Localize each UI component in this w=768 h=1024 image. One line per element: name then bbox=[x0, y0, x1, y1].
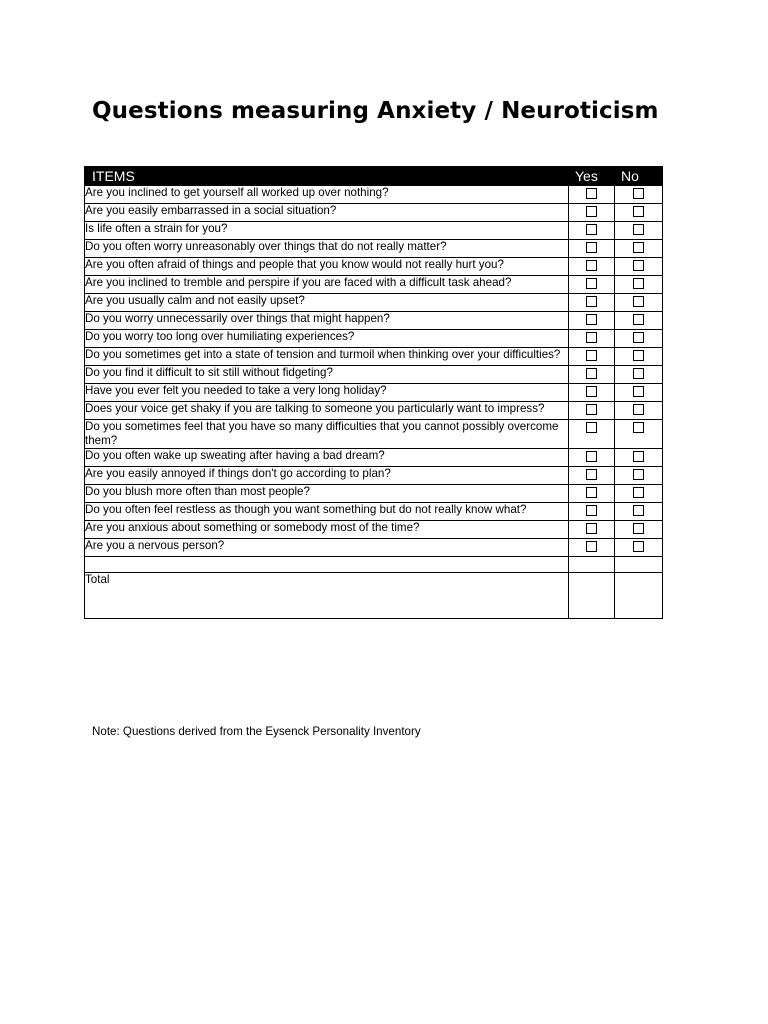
question-text: Have you ever felt you needed to take a very long holiday? bbox=[85, 384, 569, 402]
no-answer-cell bbox=[615, 539, 663, 557]
question-text: Are you easily embarrassed in a social situation? bbox=[85, 204, 569, 222]
question-row bbox=[85, 402, 663, 420]
yes-answer-cell bbox=[569, 276, 615, 294]
yes-checkbox[interactable] bbox=[586, 541, 597, 552]
question-text: Do you worry unnecessarily over things that might happen? bbox=[85, 312, 569, 330]
question-text: Do you blush more often than most people? bbox=[85, 485, 569, 503]
yes-checkbox[interactable] bbox=[586, 451, 597, 462]
no-checkbox[interactable] bbox=[633, 523, 644, 534]
no-answer-cell bbox=[615, 521, 663, 539]
question-text: Do you often wake up sweating after having a bad dream? bbox=[85, 449, 569, 467]
yes-answer-cell bbox=[569, 366, 615, 384]
yes-answer-cell bbox=[569, 330, 615, 348]
question-text: Are you anxious about something or somebody most of the time? bbox=[85, 521, 569, 539]
question-text: Are you inclined to tremble and perspire if you are faced with a difficult task ahead? bbox=[85, 276, 569, 294]
no-answer-cell bbox=[615, 485, 663, 503]
no-checkbox[interactable] bbox=[633, 296, 644, 307]
question-row bbox=[85, 449, 663, 467]
yes-answer-cell bbox=[569, 467, 615, 485]
yes-answer-cell bbox=[569, 294, 615, 312]
yes-checkbox[interactable] bbox=[586, 350, 597, 361]
yes-answer-cell bbox=[569, 312, 615, 330]
question-text: Do you often feel restless as though you want something but do not really know what? bbox=[85, 503, 569, 521]
no-answer-cell bbox=[615, 312, 663, 330]
yes-checkbox[interactable] bbox=[586, 260, 597, 271]
no-answer-cell bbox=[615, 467, 663, 485]
yes-column-header: Yes bbox=[569, 167, 615, 186]
no-checkbox[interactable] bbox=[633, 469, 644, 480]
question-row bbox=[85, 503, 663, 521]
no-checkbox[interactable] bbox=[633, 260, 644, 271]
total-no-cell[interactable] bbox=[615, 573, 663, 619]
yes-checkbox[interactable] bbox=[586, 386, 597, 397]
no-checkbox[interactable] bbox=[633, 451, 644, 462]
no-checkbox[interactable] bbox=[633, 350, 644, 361]
question-text: Do you often worry unreasonably over things that do not really matter? bbox=[85, 240, 569, 258]
yes-checkbox[interactable] bbox=[586, 206, 597, 217]
no-checkbox[interactable] bbox=[633, 386, 644, 397]
question-text: Are you usually calm and not easily upset? bbox=[85, 294, 569, 312]
yes-answer-cell bbox=[569, 186, 615, 204]
no-answer-cell bbox=[615, 222, 663, 240]
no-checkbox[interactable] bbox=[633, 314, 644, 325]
yes-answer-cell bbox=[569, 521, 615, 539]
no-answer-cell bbox=[615, 276, 663, 294]
question-row bbox=[85, 521, 663, 539]
no-answer-cell bbox=[615, 186, 663, 204]
yes-checkbox[interactable] bbox=[586, 188, 597, 199]
yes-answer-cell bbox=[569, 503, 615, 521]
no-checkbox[interactable] bbox=[633, 206, 644, 217]
total-yes-cell[interactable] bbox=[569, 573, 615, 619]
yes-checkbox[interactable] bbox=[586, 314, 597, 325]
question-row bbox=[85, 276, 663, 294]
question-text: Do you worry too long over humiliating experiences? bbox=[85, 330, 569, 348]
yes-checkbox[interactable] bbox=[586, 505, 597, 516]
no-answer-cell bbox=[615, 240, 663, 258]
total-row bbox=[85, 573, 663, 619]
question-row bbox=[85, 420, 663, 449]
source-note: Note: Questions derived from the Eysenck Personality Inventory bbox=[92, 725, 421, 738]
no-answer-cell bbox=[615, 204, 663, 222]
no-answer-cell bbox=[615, 294, 663, 312]
question-text: Are you easily annoyed if things don't go according to plan? bbox=[85, 467, 569, 485]
table-header-row bbox=[85, 167, 663, 186]
question-text: Are you inclined to get yourself all worked up over nothing? bbox=[85, 186, 569, 204]
no-answer-cell bbox=[615, 449, 663, 467]
no-checkbox[interactable] bbox=[633, 505, 644, 516]
no-answer-cell bbox=[615, 384, 663, 402]
question-row bbox=[85, 348, 663, 366]
no-column-header: No bbox=[615, 167, 663, 186]
question-row bbox=[85, 222, 663, 240]
yes-answer-cell bbox=[569, 204, 615, 222]
no-checkbox[interactable] bbox=[633, 242, 644, 253]
no-checkbox[interactable] bbox=[633, 332, 644, 343]
yes-answer-cell bbox=[569, 384, 615, 402]
question-row bbox=[85, 294, 663, 312]
question-row bbox=[85, 204, 663, 222]
yes-answer-cell bbox=[569, 348, 615, 366]
no-checkbox[interactable] bbox=[633, 278, 644, 289]
yes-checkbox[interactable] bbox=[586, 224, 597, 235]
question-text: Do you find it difficult to sit still without fidgeting? bbox=[85, 366, 569, 384]
question-text: Do you sometimes feel that you have so many difficulties that you cannot possibly overcome them? bbox=[85, 420, 569, 449]
question-row bbox=[85, 240, 663, 258]
question-text: Is life often a strain for you? bbox=[85, 222, 569, 240]
question-row bbox=[85, 485, 663, 503]
yes-answer-cell bbox=[569, 449, 615, 467]
blank-row bbox=[85, 557, 663, 573]
yes-answer-cell bbox=[569, 258, 615, 276]
no-checkbox[interactable] bbox=[633, 404, 644, 415]
question-row bbox=[85, 186, 663, 204]
total-label: Total bbox=[85, 573, 569, 619]
no-checkbox[interactable] bbox=[633, 541, 644, 552]
yes-answer-cell bbox=[569, 420, 615, 449]
yes-checkbox[interactable] bbox=[586, 368, 597, 379]
question-row bbox=[85, 312, 663, 330]
yes-checkbox[interactable] bbox=[586, 404, 597, 415]
yes-checkbox[interactable] bbox=[586, 523, 597, 534]
no-answer-cell bbox=[615, 420, 663, 449]
no-answer-cell bbox=[615, 348, 663, 366]
yes-checkbox[interactable] bbox=[586, 242, 597, 253]
question-row bbox=[85, 330, 663, 348]
no-answer-cell bbox=[615, 330, 663, 348]
yes-answer-cell bbox=[569, 222, 615, 240]
question-row bbox=[85, 258, 663, 276]
no-answer-cell bbox=[615, 366, 663, 384]
question-row bbox=[85, 539, 663, 557]
yes-checkbox[interactable] bbox=[586, 332, 597, 343]
yes-checkbox[interactable] bbox=[586, 296, 597, 307]
no-checkbox[interactable] bbox=[633, 188, 644, 199]
questionnaire-table bbox=[84, 166, 663, 619]
yes-checkbox[interactable] bbox=[586, 278, 597, 289]
yes-checkbox[interactable] bbox=[586, 422, 597, 433]
no-answer-cell bbox=[615, 402, 663, 420]
yes-checkbox[interactable] bbox=[586, 487, 597, 498]
yes-checkbox[interactable] bbox=[586, 469, 597, 480]
no-answer-cell bbox=[615, 258, 663, 276]
no-checkbox[interactable] bbox=[633, 487, 644, 498]
question-row bbox=[85, 366, 663, 384]
items-column-header: ITEMS bbox=[85, 167, 569, 186]
question-row bbox=[85, 467, 663, 485]
question-text: Do you sometimes get into a state of tension and turmoil when thinking over your difficulties? bbox=[85, 348, 569, 366]
yes-answer-cell bbox=[569, 485, 615, 503]
no-checkbox[interactable] bbox=[633, 368, 644, 379]
no-answer-cell bbox=[615, 503, 663, 521]
question-text: Are you a nervous person? bbox=[85, 539, 569, 557]
no-checkbox[interactable] bbox=[633, 224, 644, 235]
question-text: Does your voice get shaky if you are talking to someone you particularly want to impress? bbox=[85, 402, 569, 420]
page-title: Questions measuring Anxiety / Neuroticism bbox=[92, 98, 659, 124]
question-row bbox=[85, 384, 663, 402]
yes-answer-cell bbox=[569, 402, 615, 420]
no-checkbox[interactable] bbox=[633, 422, 644, 433]
question-text: Are you often afraid of things and people that you know would not really hurt you? bbox=[85, 258, 569, 276]
yes-answer-cell bbox=[569, 539, 615, 557]
yes-answer-cell bbox=[569, 240, 615, 258]
